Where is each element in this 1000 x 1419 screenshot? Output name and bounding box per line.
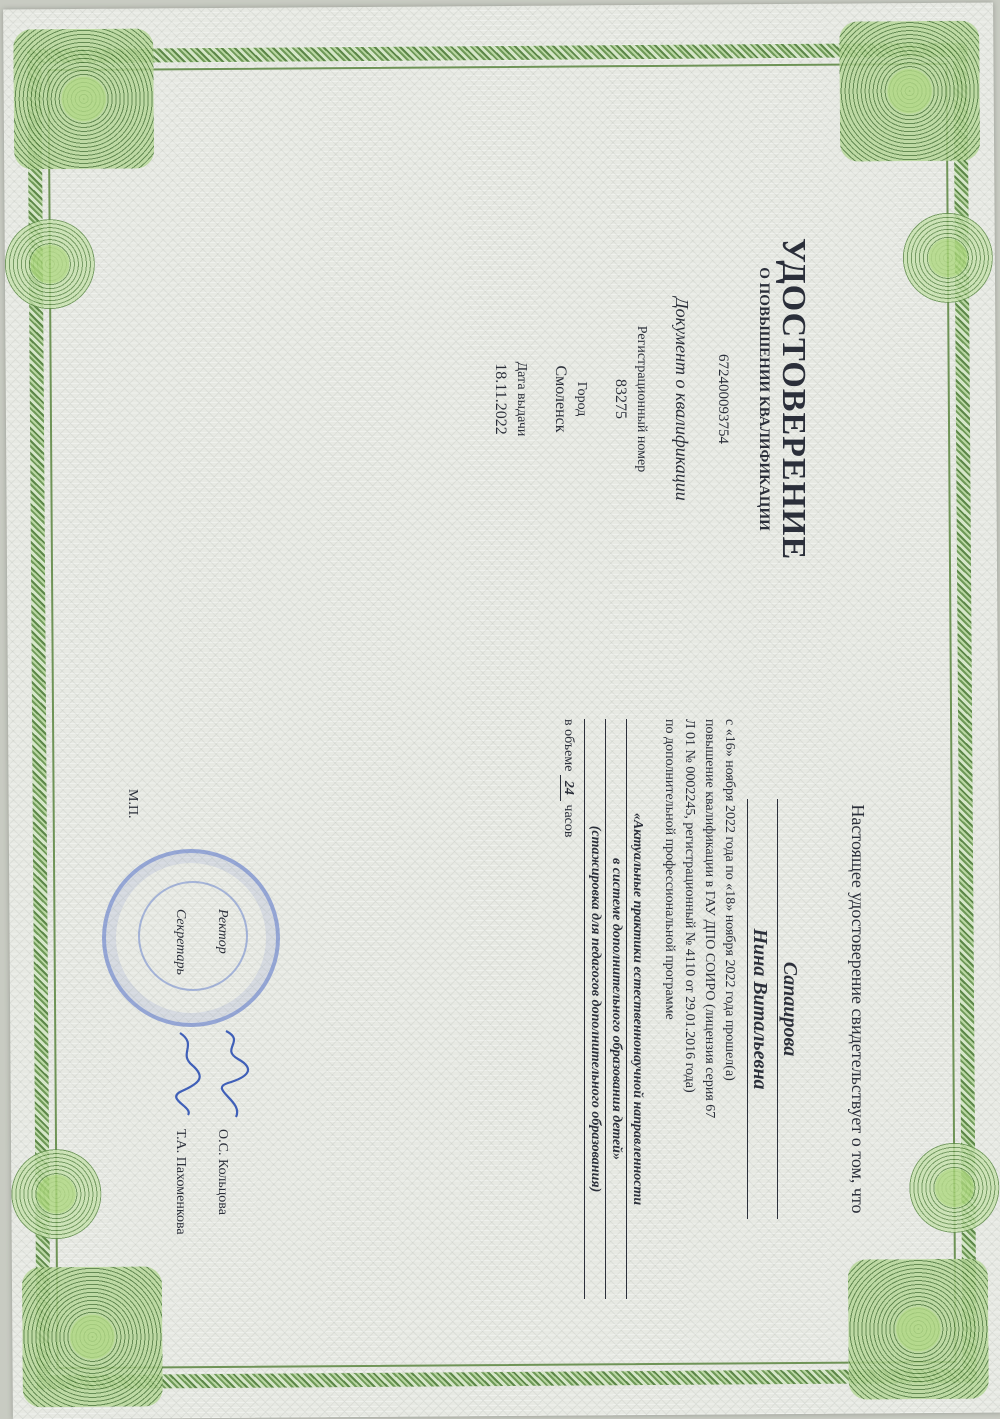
secretary-signature-icon <box>172 1029 206 1119</box>
text-line: с «16» ноября 2022 года по «18» ноября 2022 года прошел(а) <box>722 719 737 1081</box>
secretary-role: Секретарь <box>173 909 188 975</box>
director-role: Ректор <box>215 909 230 954</box>
volume-prefix: в объеме <box>561 719 576 772</box>
program-title <box>584 719 647 1299</box>
issue-date-label: Дата выдачи <box>514 361 529 437</box>
document-type: Документ о квалификации <box>672 297 692 501</box>
certificate-body-side <box>100 719 880 1299</box>
director-signature-icon <box>216 1029 250 1119</box>
registration-number: 83275 <box>612 379 629 419</box>
director-name: О.С. Кольцова <box>215 1129 230 1215</box>
volume-hours: 24 <box>560 775 576 801</box>
holder-surname: Сапаирова <box>777 799 801 1219</box>
certificate-subtitle: О ПОВЫШЕНИИ КВАЛИФИКАЦИИ <box>756 267 772 531</box>
certificate-title: УДОСТОВЕРЕНИЕ <box>775 237 812 561</box>
certificate-content <box>60 59 940 1359</box>
seal-place-label: М.П. <box>125 789 140 819</box>
text-line: повышение квалификации в ГАУ ДПО СОИРО (лицензия серия 67 <box>702 719 717 1119</box>
certificate-cover-side <box>100 119 880 679</box>
text-line: по дополнительной профессиональной программе <box>662 719 677 1020</box>
official-stamp-icon <box>102 849 280 1027</box>
volume-suffix: часов <box>561 804 576 838</box>
training-period-text <box>659 719 739 1299</box>
text-line: Л 01 № 0002245, регистрационный № 4110 от 29.01.2016 года) <box>682 719 697 1093</box>
signature-block <box>120 789 280 1269</box>
holder-given-name: Нина Витальевна <box>747 799 771 1219</box>
program-line: (стажировка для педагогов дополнительного образования) <box>584 719 605 1299</box>
intro-text: Настоящее удостоверение свидетельствует о том, что <box>848 804 868 1214</box>
certificate-number: 672400093754 <box>715 354 731 444</box>
city-label: Город <box>574 381 589 417</box>
program-line: «Актуальные практики естественнонаучной направленности <box>626 719 647 1299</box>
volume-line <box>560 719 576 1299</box>
city-value: Смоленск <box>552 365 569 433</box>
registration-label: Регистрационный номер <box>634 325 649 473</box>
secretary-name: Т.А. Пахоменкова <box>173 1129 188 1235</box>
issue-date-value: 18.11.2022 <box>492 363 509 435</box>
program-line: в системе дополнительного образования детей» <box>605 719 626 1299</box>
